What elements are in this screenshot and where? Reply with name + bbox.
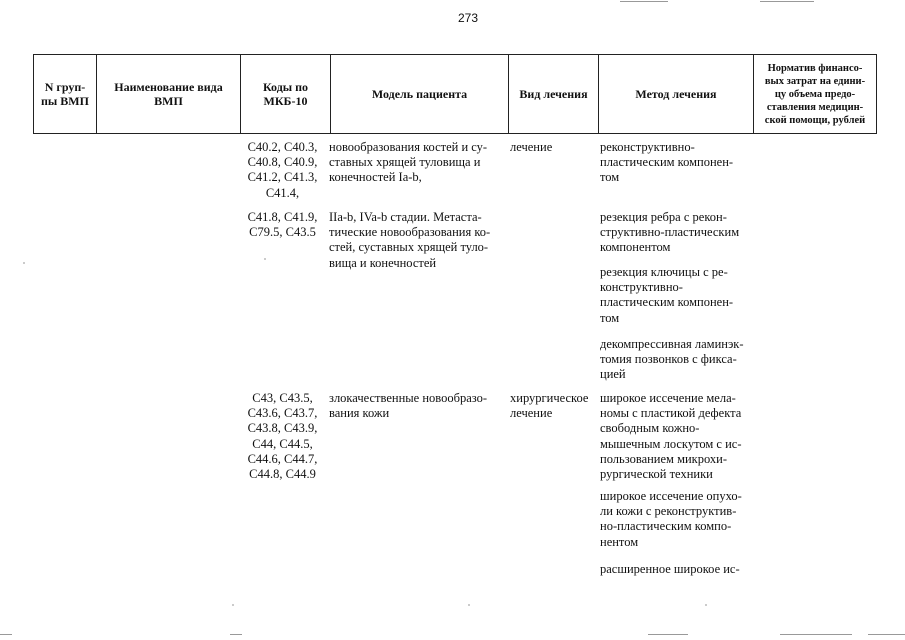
row3-codes: C43, C43.5, C43.6, C43.7, C43.8, C43.9, C44, C44.5, C44.6, C44.7, C44.8, C44.9 xyxy=(247,391,318,482)
scan-artifact xyxy=(468,604,470,606)
row1-codes: C40.2, C40.3, C40.8, C40.9, C41.2, C41.3, C41.4, xyxy=(247,140,318,200)
header-treatment-kind: Вид лечения xyxy=(508,55,598,133)
scan-artifact xyxy=(0,634,12,635)
row1-treatment-kind: лечение xyxy=(510,140,553,154)
scan-artifact xyxy=(232,604,234,606)
row2-method-2: резекция ключицы с ре- конструктивно- пластическим компонен- том xyxy=(600,265,734,325)
header-vmp-name: Наименование вида ВМП xyxy=(96,55,240,133)
header-financial-norm: Норматив финансо- вых затрат на едини- цу объема предо- ставления медицин- ской помощи, рублей xyxy=(753,55,876,133)
page-number: 273 xyxy=(457,11,479,25)
scan-artifact xyxy=(230,634,242,635)
header-patient-model: Модель пациента xyxy=(330,55,508,133)
row3-method-2: широкое иссечение опухо- ли кожи с реконструктив- но-пластическим компо- нентом xyxy=(600,489,742,549)
header-icd-codes: Коды по МКБ-10 xyxy=(240,55,330,133)
row3-method-3: расширенное широкое ис- xyxy=(600,562,740,576)
row1-method-1: реконструктивно- пластическим компонен- том xyxy=(600,140,734,185)
row2-method-3: декомпрессивная ламинэк- томия позвонков с фикса- цией xyxy=(600,337,744,382)
scan-artifact xyxy=(620,1,668,2)
scan-artifact xyxy=(648,634,688,635)
header-group-number: N груп- пы ВМП xyxy=(41,80,89,108)
row1-patient-model: новообразования костей и су- ставных хрящей туловища и конечностей Ia-b, xyxy=(329,140,488,185)
scan-artifact xyxy=(780,634,852,635)
row3-treatment-kind: хирургическое лечение xyxy=(510,391,589,421)
table-header xyxy=(33,54,877,134)
scan-artifact xyxy=(760,1,814,2)
header-treatment-method: Метод лечения xyxy=(598,55,753,133)
scan-artifact xyxy=(705,604,707,606)
scan-artifact xyxy=(23,262,25,264)
scan-artifact xyxy=(868,634,905,635)
row2-patient-model: IIa-b, IVa-b стадии. Метаста- тические новообразования ко- стей, суставных хрящей туло- вища и конечностей xyxy=(329,210,491,270)
row2-method-1: резекция ребра с рекон- структивно-пластическим компонентом xyxy=(600,210,740,255)
row3-patient-model: злокачественные новообразо- вания кожи xyxy=(329,391,488,421)
row2-codes: C41.8, C41.9, C79.5, C43.5 xyxy=(247,210,318,240)
scan-artifact xyxy=(264,258,266,260)
row3-method-1: широкое иссечение мела- номы с пластикой дефекта свободным кожно- мышечным лоскутом с ис- пользованием микрохи- рургической техники xyxy=(600,391,742,482)
